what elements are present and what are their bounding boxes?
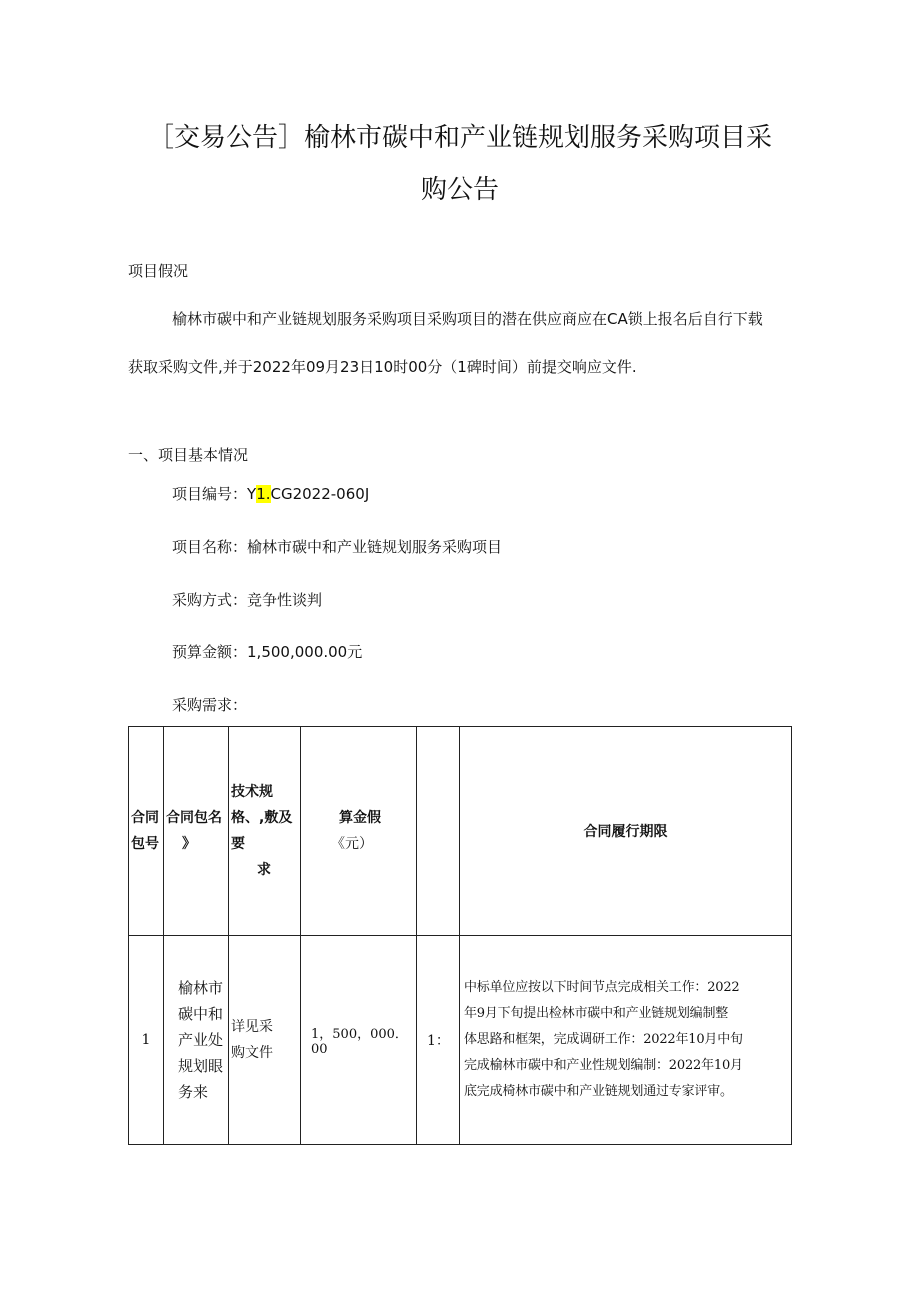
- header-budget-line-1: 算金假: [339, 810, 381, 826]
- cell-contract-period-line-1: 中标单位应按以下时间节点完成相关工作：2022: [464, 980, 740, 995]
- document-title-line-2: 购公告: [420, 175, 499, 205]
- project-number-value-prefix: Y: [247, 485, 257, 503]
- header-package-name-line-1: 合同包名: [166, 810, 222, 826]
- cell-contract-period-line-4: 完成榆林市碳中和产业性规划编制：2022年10月: [464, 1058, 743, 1073]
- header-package-no-line-1: 合同: [131, 810, 159, 826]
- project-name-value: 榆林市碳中和产业链规划服务采购项目: [247, 538, 503, 556]
- table-header-row: [129, 727, 792, 936]
- header-tech-spec-line-1: 技术规: [231, 784, 273, 800]
- header-tech-spec: [229, 727, 301, 936]
- cell-contract-period-line-3: 体思路和框架，完成调研工作：2022年10月中旬: [464, 1032, 743, 1047]
- header-tech-spec-line-2: 格、,敷及: [231, 810, 293, 826]
- project-number-row: [172, 483, 369, 504]
- cell-package-name-line-4: 规划眼: [178, 1057, 224, 1075]
- cell-package-name: [164, 936, 229, 1145]
- overview-heading: 项目假况: [128, 262, 189, 280]
- header-package-no-line-2: 包号: [131, 836, 159, 852]
- header-contract-period: 合同履行期限: [460, 727, 792, 936]
- cell-contract-period-line-5: 底完成椅林市碳中和产业链规划通过专家评审。: [464, 1084, 733, 1099]
- header-package-no: [129, 727, 164, 936]
- cell-package-name-line-3: 产业处: [178, 1031, 224, 1049]
- header-tech-spec-line-4: 求: [257, 862, 271, 878]
- cell-package-no: 1: [129, 936, 164, 1145]
- budget-amount-row: [172, 641, 362, 662]
- table-row: [129, 936, 792, 1145]
- header-empty-col: [417, 727, 460, 936]
- header-package-name-line-2: 》: [182, 836, 196, 852]
- project-name-label: 项目名称：: [172, 538, 248, 556]
- requirements-table: [128, 726, 792, 1145]
- header-budget-line-2: 《元）: [331, 836, 373, 852]
- cell-package-name-line-5: 务来: [178, 1083, 209, 1101]
- project-name-row: [172, 536, 502, 557]
- project-number-value-suffix: CG2022-060J: [270, 485, 370, 503]
- document-title: [110, 112, 810, 216]
- cell-package-name-line-1: 榆林市: [178, 979, 224, 997]
- budget-amount-label: 预算金额：: [172, 643, 248, 661]
- cell-package-name-line-2: 碳中和: [178, 1005, 224, 1023]
- header-tech-spec-line-3: 要: [231, 836, 245, 852]
- overview-line-2: 获取采购文件,并于2022年09月23日10时00分（1碑时间）前提交响应文件.: [128, 358, 637, 376]
- cell-contract-period: [460, 936, 792, 1145]
- cell-contract-period-line-2: 年9月下旬提出检林市碳中和产业链规划编制整: [464, 1006, 729, 1021]
- cell-tech-spec: [229, 936, 301, 1145]
- cell-tech-spec-line-2: 购文件: [231, 1045, 273, 1061]
- cell-col5: 1：: [417, 936, 460, 1145]
- project-number-value-highlight: 1.: [256, 485, 271, 503]
- overview-line-1: 榆林市碳中和产业链规划服务采购项目采购项目的潜在供应商应在CA锁上报名后自行下载: [172, 310, 763, 328]
- budget-amount-value: 1,500,000.00元: [247, 643, 363, 661]
- procurement-method-value: 竞争性谈判: [247, 591, 323, 609]
- procurement-method-row: [172, 589, 322, 610]
- cell-budget: 1，500，000．00: [301, 936, 417, 1145]
- requirements-label: 采购需求：: [172, 696, 248, 714]
- project-number-label: 项目编号：: [172, 485, 248, 503]
- section-1-heading: 一、项目基本情况: [128, 446, 249, 464]
- procurement-method-label: 采购方式：: [172, 591, 248, 609]
- document-title-line-1: ［交易公告］榆林市碳中和产业链规划服务采购项目采: [147, 123, 772, 153]
- header-package-name: [164, 727, 229, 936]
- header-budget: [301, 727, 417, 936]
- cell-tech-spec-line-1: 详见采: [231, 1019, 273, 1035]
